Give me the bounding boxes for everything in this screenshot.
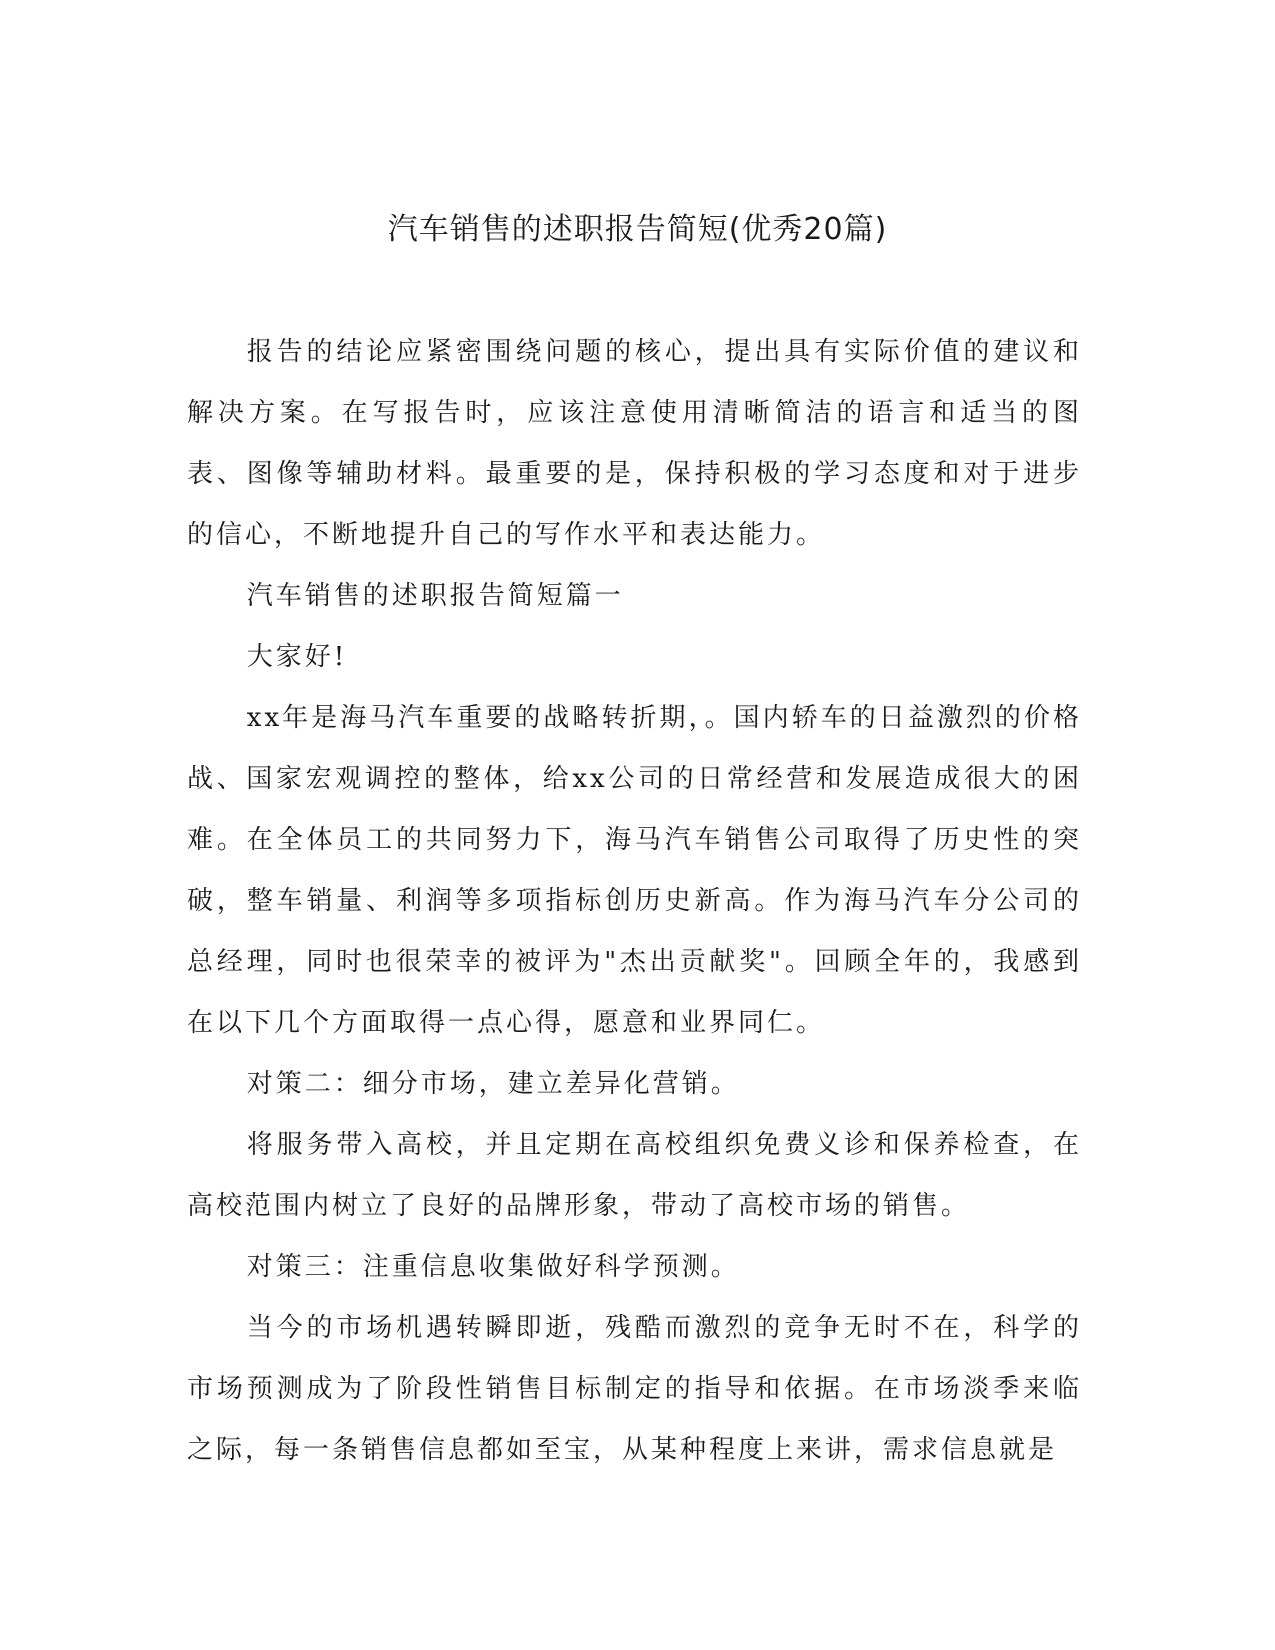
strategy-three-heading: 对策三：注重信息收集做好科学预测。 [246,1252,740,1282]
paragraph-strategy-two: 将服务带入高校，并且定期在高校组织免费义诊和保养检查，在高校范围内树立了良好的品牌形象，带动了高校市场的销售。 [187,1130,1082,1221]
section-heading-1: 汽车销售的述职报告简短篇一 [246,581,624,611]
strategy-two-heading: 对策二：细分市场，建立差异化营销。 [246,1069,740,1099]
paragraph-review: xx年是海马汽车重要的战略转折期，。国内轿车的日益激烈的价格战、国家宏观调控的整体，给xx公司的日常经营和发展造成很大的困难。在全体员工的共同努力下，海马汽车销售公司取得了历史性的突破，整车销量、利润等多项指标创历史新高。作为海马汽车分公司的总经理，同时也很荣幸的被评为"杰出贡献奖"。回顾全年的，我感到在以下几个方面取得一点心得，愿意和业界同仁。 [187,703,1082,1038]
greeting: 大家好! [246,642,348,672]
document-title: 汽车销售的述职报告简短(优秀20篇) [387,212,888,247]
paragraph-intro: 报告的结论应紧密围绕问题的核心，提出具有实际价值的建议和解决方案。在写报告时，应该注意使用清晰简洁的语言和适当的图表、图像等辅助材料。最重要的是，保持积极的学习态度和对于进步的信心，不断地提升自己的写作水平和表达能力。 [187,337,1082,550]
paragraph-strategy-three: 当今的市场机遇转瞬即逝，残酷而激烈的竞争无时不在，科学的市场预测成为了阶段性销售目标制定的指导和依据。在市场淡季来临之际，每一条销售信息都如至宝，从某种程度上来讲，需求信息就是 [187,1313,1082,1465]
document-body [187,322,1082,1481]
